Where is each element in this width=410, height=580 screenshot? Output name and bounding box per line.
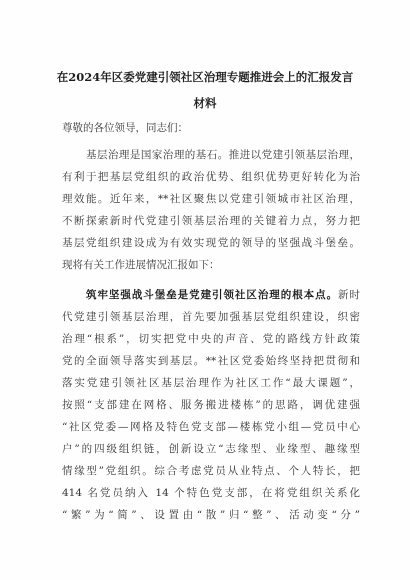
paragraph-line: 户”的四级组织链，创新设立“志缘型、业缘型、趣缘型 <box>62 443 360 455</box>
paragraph-line: 代党建引领基层治理，首先要加强基层党组织建设，织密 <box>62 311 360 323</box>
document-title-line-2: 材料 <box>193 96 217 110</box>
paragraph-line: 基层治理是国家治理的基石。推进以党建引领基层治理， <box>86 149 360 161</box>
paragraph-line: 治理“根系”，切实把党中央的声音、党的路线方针政策 <box>62 333 360 345</box>
paragraph-line: 基层党组织建设成为有效实现党的领导的坚强战斗堡垒。 <box>62 237 360 249</box>
document-title-line-1: 在2024年区委党建引领社区治理专题推进会上的汇报发言 <box>56 70 354 84</box>
paragraph-line: 情缘型”党组织。综合考虑党员从业特点、个人特长，把 <box>62 465 360 477</box>
paragraph-line: “繁”为“简”、设置由“散”归“整”、活动变“分” <box>62 509 360 521</box>
section-heading-tail: 新时 <box>338 289 361 301</box>
paragraph-line: 落实党建引领社区基层治理作为社区工作“最大课题”， <box>62 377 360 389</box>
salutation: 尊敬的各位领导，同志们： <box>62 122 188 134</box>
paragraph-line: 不断探索新时代党建引领基层治理的关键着力点，努力把 <box>62 215 360 227</box>
paragraph-line: 理效能。近年来，**社区聚焦以党建引领城市社区治理， <box>62 193 360 205</box>
paragraph-line: 414 名党员纳入 14 个特色党支部，在将党组织关系化 <box>62 487 360 499</box>
paragraph-line: 按照“支部建在网格、服务搬进楼栋”的思路，调优建强 <box>62 399 360 411</box>
paragraph-line: 现将有关工作进展情况汇报如下： <box>62 259 220 271</box>
paragraph-line: “社区党委—网格及特色党支部—楼栋党小组—党员中心 <box>62 421 360 433</box>
paragraph-line: 党的全面领导落实到基层。**社区党委始终坚持把贯彻和 <box>62 355 360 367</box>
paragraph-line: 有利于把基层党组织的政治优势、组织优势更好转化为治 <box>62 171 360 183</box>
section-heading: 筑牢坚强战斗堡垒是党建引领社区治理的根本点。 <box>86 289 339 301</box>
section-heading-line <box>86 288 360 302</box>
